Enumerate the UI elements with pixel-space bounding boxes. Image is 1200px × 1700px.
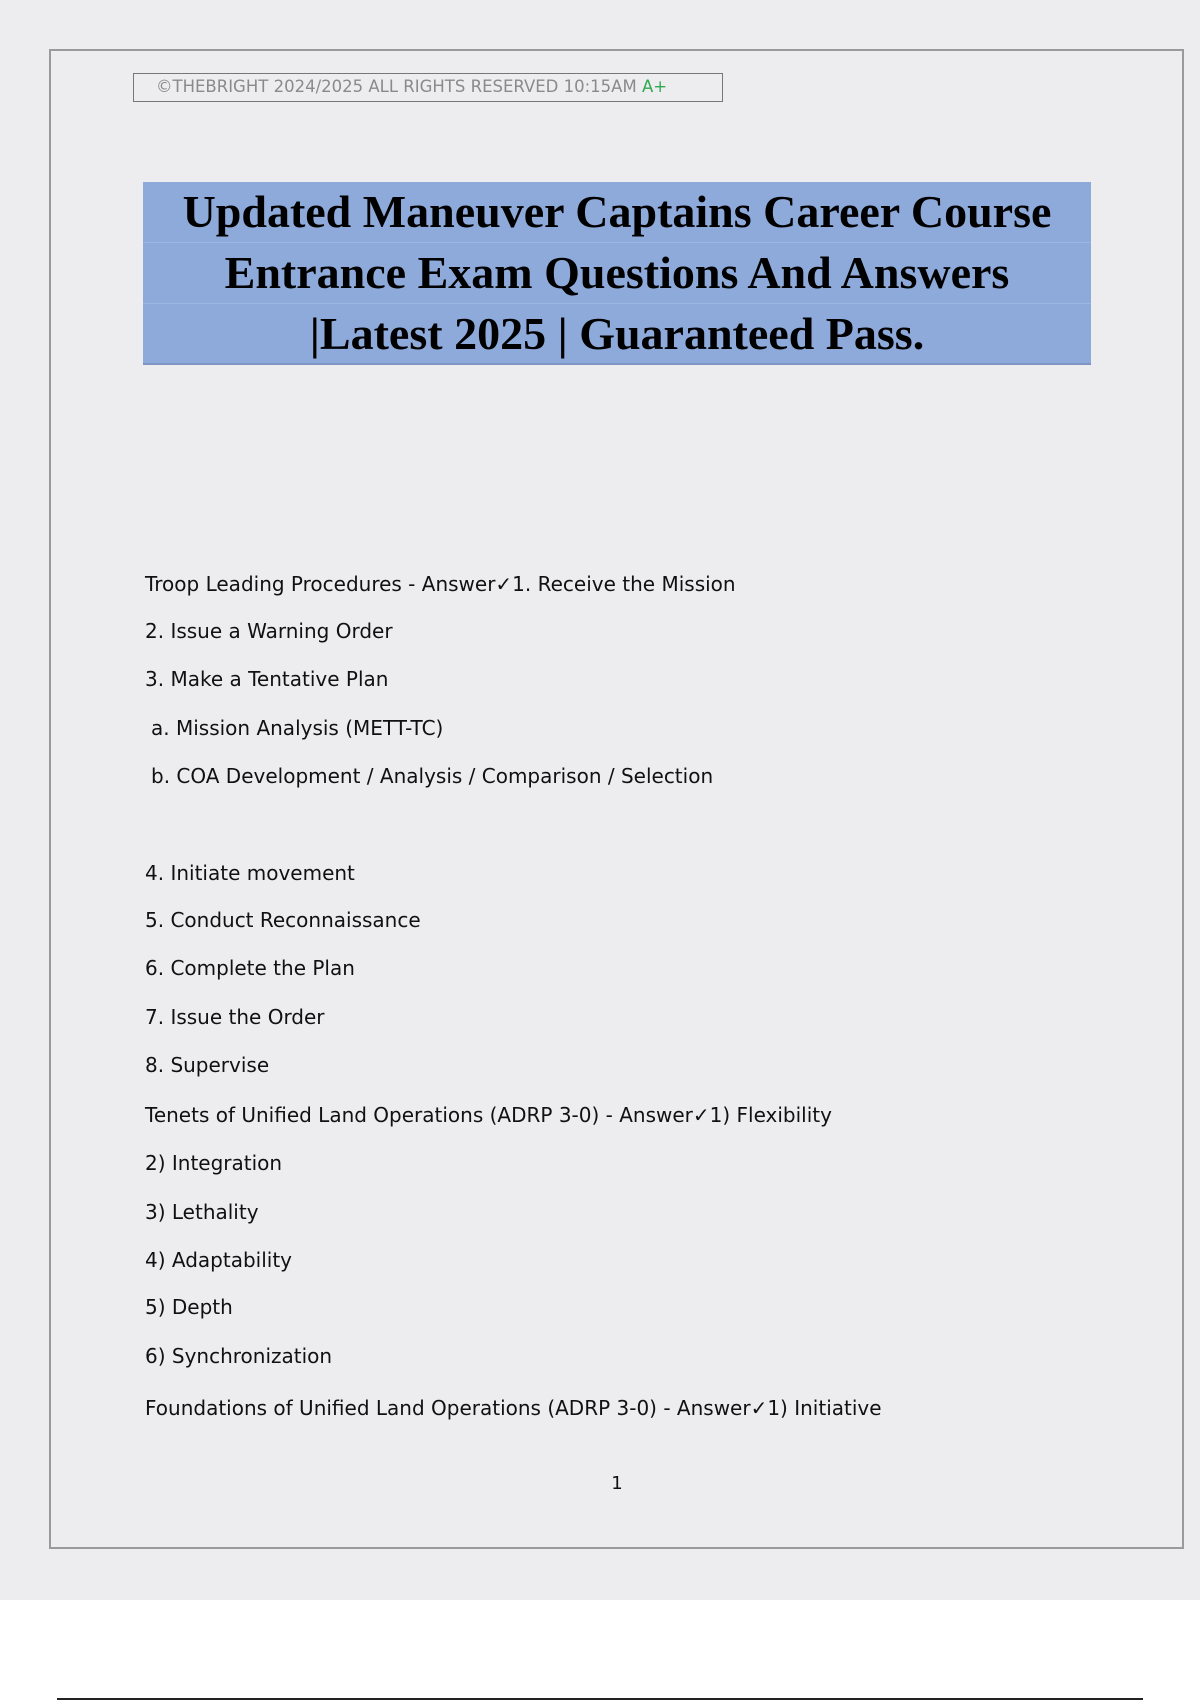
question-troop-leading: Troop Leading Procedures - Answer✓1. Receive the Mission xyxy=(145,572,736,596)
question-tenets: Tenets of Unified Land Operations (ADRP 3-0) - Answer✓1) Flexibility xyxy=(145,1103,832,1127)
list-item: 3. Make a Tentative Plan xyxy=(145,667,389,691)
list-item: 6) Synchronization xyxy=(145,1344,333,1368)
list-item: 4. Initiate movement xyxy=(145,861,355,885)
list-subitem: a. Mission Analysis (METT-TC) xyxy=(151,716,444,740)
list-item: 5) Depth xyxy=(145,1295,233,1319)
title-line-1: Updated Maneuver Captains Career Course xyxy=(182,186,1052,237)
list-item: 2) Integration xyxy=(145,1151,283,1175)
list-item: 6. Complete the Plan xyxy=(145,956,355,980)
grade-badge: A+ xyxy=(641,77,668,96)
title-line-3: |Latest 2025 | Guaranteed Pass. xyxy=(143,303,1091,364)
page-number: 1 xyxy=(611,1473,623,1494)
title-line-2: Entrance Exam Questions And Answers xyxy=(143,242,1091,303)
copyright-text: ©THEBRIGHT 2024/2025 ALL RIGHTS RESERVED 10:15AM xyxy=(156,77,637,96)
list-item: 8. Supervise xyxy=(145,1053,270,1077)
list-item: 3) Lethality xyxy=(145,1200,259,1224)
list-item: 2. Issue a Warning Order xyxy=(145,619,393,643)
copyright-header xyxy=(133,73,723,102)
question-foundations: Foundations of Unified Land Operations (ADRP 3-0) - Answer✓1) Initiative xyxy=(145,1396,882,1420)
document-title xyxy=(143,182,1091,365)
list-item: 5. Conduct Reconnaissance xyxy=(145,908,421,932)
list-item: 4) Adaptability xyxy=(145,1248,293,1272)
list-subitem: b. COA Development / Analysis / Comparison / Selection xyxy=(151,764,714,788)
list-item: 7. Issue the Order xyxy=(145,1005,325,1029)
